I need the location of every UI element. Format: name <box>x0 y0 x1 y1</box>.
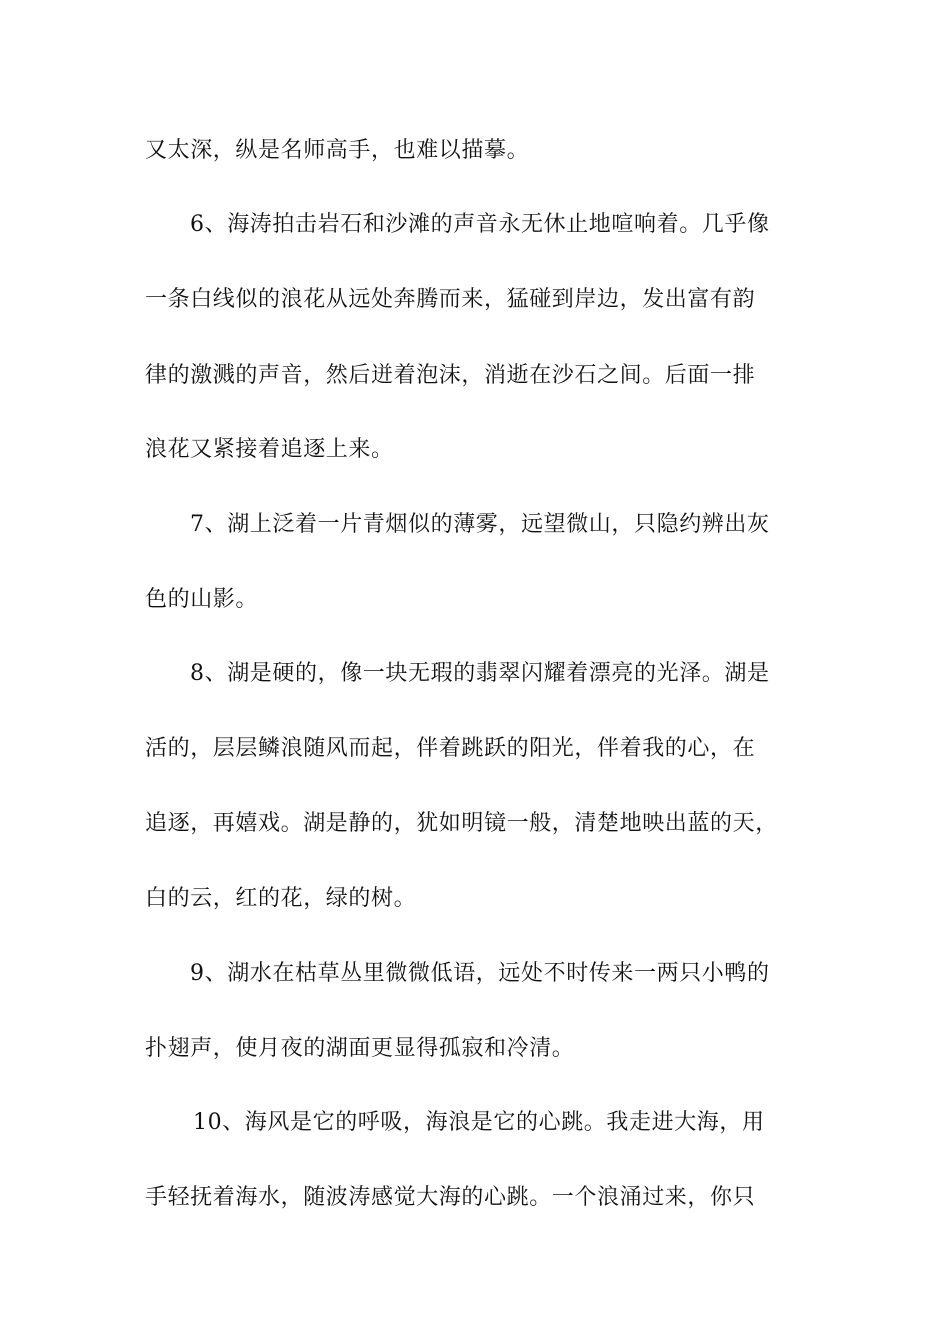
text-line: 又太深，纵是名师高手，也难以描摹。 <box>145 138 530 163</box>
paragraph-10-first-line: 10、海风是它的呼吸，海浪是它的心跳。我走进大海，用 <box>193 1110 765 1135</box>
paragraph-8-first-line: 8、湖是硬的，像一块无瑕的翡翠闪耀着漂亮的光泽。湖是 <box>190 661 770 686</box>
paragraph-6-first-line: 6、海涛拍击岩石和沙滩的声音永无休止地喧响着。几乎像 <box>190 212 770 237</box>
text-line: 一条白线似的浪花从远处奔腾而来，猛碰到岸边，发出富有韵 <box>145 287 756 312</box>
text-line: 浪花又紧接着追逐上来。 <box>145 437 394 462</box>
text-line: 律的激溅的声音，然后迸着泡沫，消逝在沙石之间。后面一排 <box>145 363 756 388</box>
text-line: 手轻抚着海水，随波涛感觉大海的心跳。一个浪涌过来，你只 <box>145 1185 756 1210</box>
text-line: 色的山影。 <box>145 587 259 612</box>
text-line: 活的，层层鳞浪随风而起，伴着跳跃的阳光，伴着我的心，在 <box>145 736 756 761</box>
text-line: 白的云，红的花，绿的树。 <box>145 886 417 911</box>
paragraph-9-first-line: 9、湖水在枯草丛里微微低语，远处不时传来一两只小鸭的 <box>190 961 770 986</box>
text-line: 追逐，再嬉戏。湖是静的，犹如明镜一般，清楚地映出蓝的天， <box>145 811 778 836</box>
paragraph-7-first-line: 7、湖上泛着一片青烟似的薄雾，远望微山，只隐约辨出灰 <box>190 512 770 537</box>
text-line: 扑翅声，使月夜的湖面更显得孤寂和冷清。 <box>145 1036 575 1061</box>
